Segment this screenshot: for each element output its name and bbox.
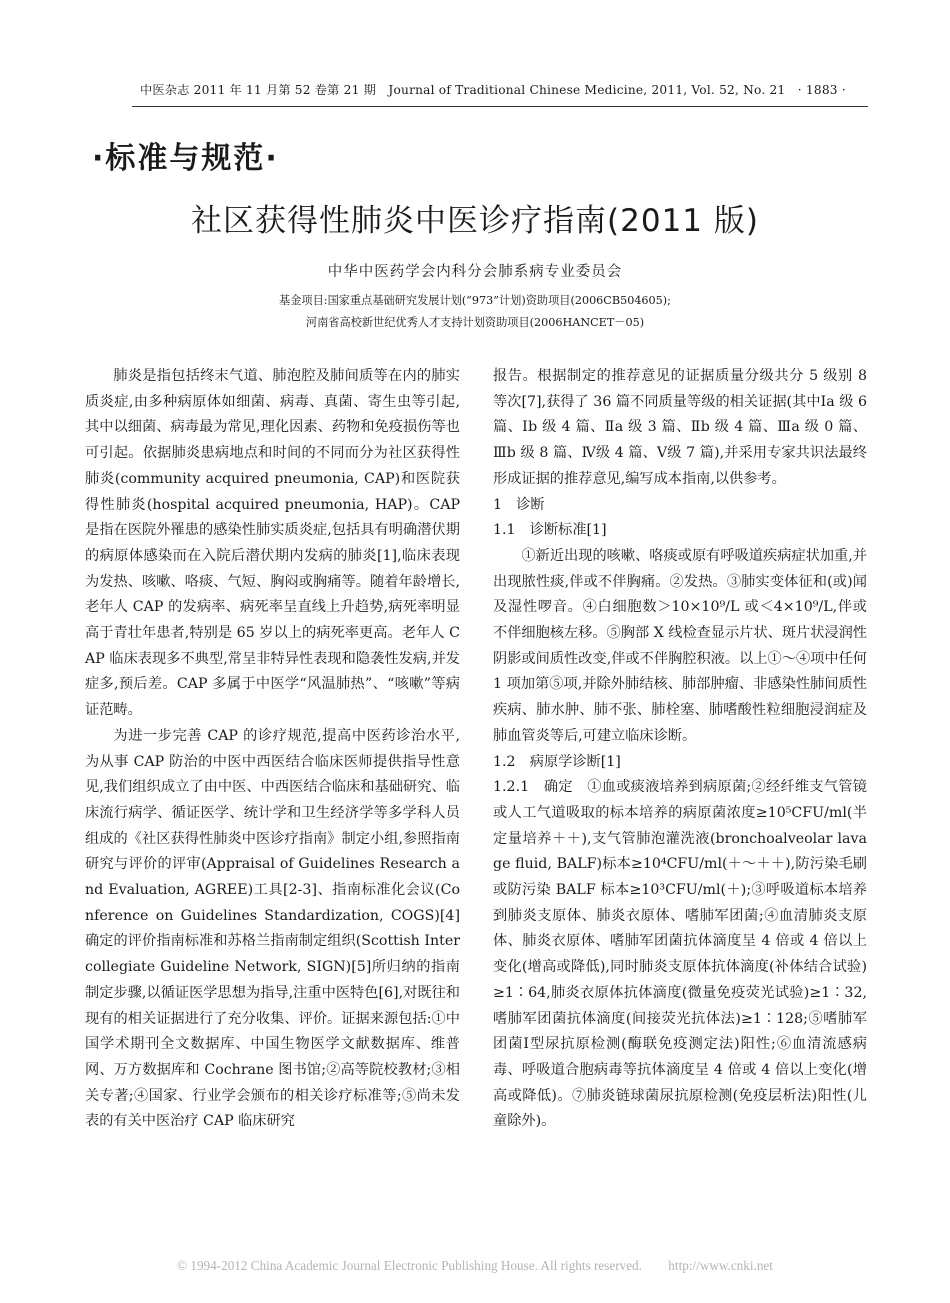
funding-note [0,290,950,334]
body-paragraph: ①新近出现的咳嗽、咯痰或原有呼吸道疾病症状加重,并出现脓性痰,伴或不伴胸痛。②发热。③肺实变体征和(或)闻及湿性啰音。④白细胞数＞10×10⁹/L 或＜4×10⁹/L,伴或不伴细胞核左移。⑤胸部 X 线检查显示片状、斑片状浸润性阴影或间质性改变,伴或不伴胸腔积液。以上①～④项中任何 1 项加第⑤项,并除外肺结核、肺部肿瘤、非感染性肺间质性疾病、肺水肿、肺不张、肺栓塞、肺嗜酸性粒细胞浸润症及肺血管炎等后,可建立临床诊断。 [493,547,867,744]
funding-line: 基金项目:国家重点基础研究发展计划(“973”计划)资助项目(2006CB504605); [279,294,671,307]
body-paragraph: 报告。根据制定的推荐意见的证据质量分级共分 5 级别 8 等次[7],获得了 36 篇不同质量等级的相关证据(其中Ⅰa 级 6 篇、Ⅰb 级 4 篇、Ⅱa 级 3 篇、Ⅱb 级 4 篇、Ⅲa 级 0 篇、Ⅲb 级 8 篇、Ⅳ级 4 篇、Ⅴ级 7 篇),并采用专家共识法最终形成证据的推荐意见,编写成本指南,以供参考。 [493,368,867,487]
subsection-heading-criteria: 1.1 诊断标准[1] [493,522,607,539]
body-paragraph: 1.2.1 确定 ①血或痰液培养到病原菌;②经纤维支气管镜或人工气道吸取的标本培养的病原菌浓度≥10⁵CFU/ml(半定量培养＋＋),支气管肺泡灌洗液(bronchoalveolar lavage fluid, BALF)标本≥10⁴CFU/ml(＋～＋＋),防污染毛刷或防污染 BALF 标本≥10³CFU/ml(＋);③呼吸道标本培养到肺炎支原体、肺炎衣原体、嗜肺军团菌;④血清肺炎支原体、肺炎衣原体、嗜肺军团菌抗体滴度呈 4 倍或 4 倍以上变化(增高或降低),同时肺炎支原体抗体滴度(补体结合试验)≥1∶64,肺炎衣原体抗体滴度(微量免疫荧光试验)≥1∶32,嗜肺军团菌抗体滴度(间接荧光抗体法)≥1∶128;⑤嗜肺军团菌Ⅰ型尿抗原检测(酶联免疫测定法)阳性;⑥血清流感病毒、呼吸道合胞病毒等抗体滴度呈 4 倍或 4 倍以上变化(增高或降低)。⑦肺炎链球菌尿抗原检测(免疫层析法)阳性(儿童除外)。 [493,779,867,1130]
copyright-footer: © 1994-2012 China Academic Journal Electronic Publishing House. All rights reserved. http://www.cnki.net [177,1258,773,1273]
left-column [85,364,460,1135]
body-paragraph: 肺炎是指包括终末气道、肺泡腔及肺间质等在内的肺实质炎症,由多种病原体如细菌、病毒、真菌、寄生虫等引起,其中以细菌、病毒最为常见,理化因素、药物和免疫损伤等也可引起。依据肺炎患病地点和时间的不同而分为社区获得性肺炎(community acquired pneumonia, CAP)和医院获得性肺炎(hospital acquired pneumonia, HAP)。CAP 是指在医院外罹患的感染性肺实质炎症,包括具有明确潜伏期的病原体感染而在入院后潜伏期内发病的肺炎[1],临床表现为发热、咳嗽、咯痰、气短、胸闷或胸痛等。随着年龄增长,老年人 CAP 的发病率、病死率呈直线上升趋势,病死率明显高于青壮年患者,特别是 65 岁以上的病死率更高。老年人 CAP 临床表现多不典型,常呈非特异性表现和隐袭性发病,并发症多,预后差。CAP 多属于中医学“风温肺热”、“咳嗽”等病证范畴。 [85,368,460,719]
article-title: 社区获得性肺炎中医诊疗指南(2011 版) [191,203,759,239]
right-column [493,364,867,1135]
section-label: ·标准与规范· [92,141,279,176]
body-paragraph: 为进一步完善 CAP 的诊疗规范,提高中医药诊治水平,为从事 CAP 防治的中医中西医结合临床医师提供指导性意见,我们组织成立了由中医、中西医结合临床和基础研究、临床流行病学、循证医学、统计学和卫生经济学等多学科人员组成的《社区获得性肺炎中医诊疗指南》制定小组,参照指南研究与评价的评审(Appraisal of Guidelines Research and Evaluation, AGREE)工具[2-3]、指南标准化会议(Conference on Guidelines Standardization, COGS)[4]确定的评价指南标准和苏格兰指南制定组织(Scottish Intercollegiate Guideline Network, SIGN)[5]所归纳的指南制定步骤,以循证医学思想为指导,注重中医特色[6],对既往和现有的相关证据进行了充分收集、评价。证据来源包括:①中国学术期刊全文数据库、中国生物医学文献数据库、维普网、万方数据库和 Cochrane 图书馆;②高等院校教材;③相关专著;④国家、行业学会颁布的相关诊疗标准等;⑤尚未发表的有关中医治疗 CAP 临床研究 [85,727,460,1130]
header-rule [132,106,868,107]
subsection-heading-etiology: 1.2 病原学诊断[1] [493,753,621,770]
funding-line: 河南省高校新世纪优秀人才支持计划资助项目(2006HANCET－05) [305,316,645,329]
section-heading-diagnosis: 1 诊断 [493,496,545,513]
author-line: 中华中医药学会内科分会肺系病专业委员会 [327,264,623,280]
running-header: 中医杂志 2011 年 11 月第 52 卷第 21 期 Journal of Traditional Chinese Medicine, 2011, Vol. 52, No. 21 · 1883 · [140,83,846,97]
